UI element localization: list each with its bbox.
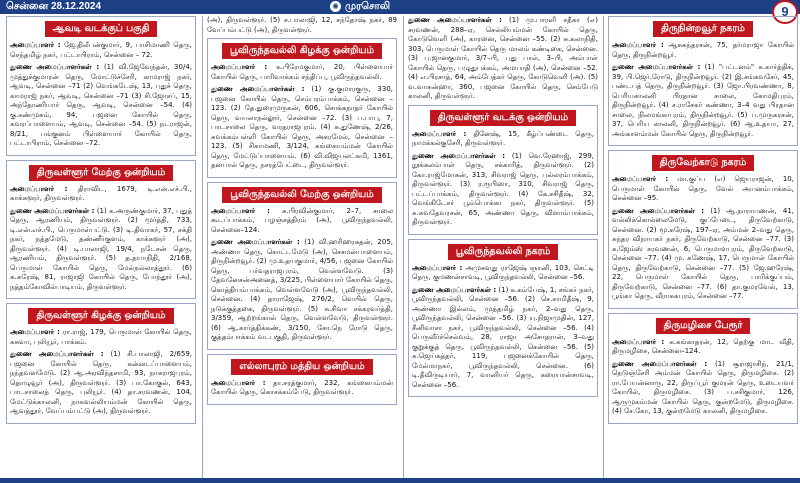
page-number: 9 bbox=[772, 0, 798, 24]
column-divider bbox=[603, 16, 604, 478]
section-poonamallee-east bbox=[207, 38, 397, 178]
organizer-label: அமைப்பாளர் : bbox=[412, 263, 463, 272]
section-tiruvallur-north bbox=[408, 105, 598, 235]
organizer-entry bbox=[211, 379, 393, 398]
section-title: திருநின்றவூர் நகரம் bbox=[653, 21, 753, 37]
organizer-text: திராவிட, 1679, டி.என்.எச்.பி., காக்களூர், திருவள்ளூர். bbox=[10, 184, 192, 202]
section-title: பூவிருந்தவல்லி கிழக்கு ஒன்றியம் bbox=[222, 43, 382, 59]
deputy-entry bbox=[10, 63, 192, 149]
organizer-text: ஆசுசுந்தரசன், 75, தர்மராஜா கோயில் தெரு, திருநின்றவூர். bbox=[612, 41, 794, 59]
organizer-entry bbox=[211, 63, 393, 82]
organizer-label: அமைப்பாளர் : bbox=[612, 41, 664, 49]
organizer-label: அமைப்பாளர் : bbox=[211, 378, 266, 387]
section-thirumazhisai bbox=[608, 313, 798, 424]
organizer-entry bbox=[412, 130, 594, 149]
organizer-label: அமைப்பாளர் : bbox=[612, 175, 669, 183]
column-divider bbox=[202, 16, 203, 478]
deputy-entry bbox=[412, 286, 594, 391]
organizer-entry bbox=[412, 264, 594, 283]
section-title: திருவள்ளூர் கிழக்கு ஒன்றியம் bbox=[28, 308, 173, 324]
masthead-logo-icon: ✺ bbox=[330, 1, 341, 12]
deputy-text: (1) "பட்டனம்" சு.கார்த்திக், 39, பி.ஜெர்.ரோடு, திருநின்றவூர். (2) இ.சங்கவசேர், 45, பண்டபத் தெரு, திருநின்றவூர். (3) ஜோ.பிரவண்ணா, 8, பெரியகாலனி பிரதான சாலை, கோமதிபுரம், திருநின்றவூர். (4) ச.ராசேகர் கண்ணா, 3–4 வது பிரதான சாலை, நிலமங்காபுரம், திருநின்றவூர். (5) ப.முருகரசன், 37, பெரிய காலனி, திருநின்றவூர். (6) ஆ.உதயா, 27, அங்காளம்மன் கோயில் தெரு, திருநின்றவூர். bbox=[612, 63, 795, 138]
continued-text: (அ), திருவள்ளூர். (5) ச.பாலாஜி, 12, சந்தோஷ் நகர், 89 வேப்பம்பட்டு (அ), திருவள்ளூர். bbox=[207, 16, 397, 34]
section-title: பூவிருந்தவல்லி மேற்கு ஒன்றியம் bbox=[222, 187, 382, 203]
organizer-text: ஜே.திலீபன்குமார், 9, பாசிமாணி தெரு, செந்தமிழ் நகர், பட்டாபிராம், சென்னை – 72. bbox=[10, 41, 193, 59]
organizer-label: அமைப்பாளர் : bbox=[612, 337, 665, 346]
organizer-label: அமைப்பாளர் : bbox=[211, 206, 270, 215]
deputy-text: (1) வி.ஜேவேந்தன், 30/4, முத்துக்குமாரன் தெரு, மோட்டுச்சேரி, காமராஜ் நகர், ஆவடி, சென்னை –71 (2) வெங்கடேஷ், 13, புதுச் தெரு, காமராஜ் நகர், ஆவடி, சென்னை –71 (3) சி.ஜோசப், 15, அந்தோணியார் தெரு, ஆவடி, சென்னை –54. (4) கு.சண்முகம், 94, பஜனை கோயில் தெரு, கவரப்பாளையம், ஆவடி, சென்னை –54. (5) நடராஜன், 8/21, பங்குனம் பிள்ளையார் கோயில் தெரு, பட்டாபிராம், சென்னை –72. bbox=[10, 63, 193, 147]
deputy-entry bbox=[211, 85, 393, 171]
deputy-text: (1) கு.குமாரகுரு, 330, பஜனை கோயில் தெரு, செம்பரம்பாக்கம், சென்னை –123. (2) தே.துரைமுருகன், 606, சொக்கநாதர் கோயில் தெரு, வயலாநல்லூர், சென்னை –72. (3) ப.பாபு, 7, பாடசாலை தெரு, வரதராஜபுரம். (4) சு.துணேஷ், 2/26, சுவக்கம்பள்ளி கோயில் தெரு, அகரமேல், சென்னை –123. (5) சிகாமணி, 3/124, கங்கையம்மன் கோயில் தெரு, மேட்டுப்பாளையம். (6) வி.விஜயலட்சுமி, 1361, தனபால் தெரு, நசரத்பேட்டை, திருவள்ளூர். bbox=[211, 85, 394, 169]
section-poonamallee-town bbox=[408, 239, 598, 398]
deputy-label: துணை அமைப்பாளர்கள் : bbox=[612, 206, 705, 215]
deputy-text: (1) சி.பாலாஜி, 2/659, பஜனை கோயில் தெரு, கன்னடப்பாளையம், நந்தவனமேடு. (2) ஆ.அரவிந்தசாமி, 93, நாகராஜபுரம், தொழுவூர் (அ), திருவள்ளூர். (3) பா.கோகுல், 643, பாடசாலைத் தெரு, புலியூர். (4) தா.சரவணன், 104, மேட்டுக்காலனி, நாகவல்லியம்மன் கோயில் தெரு, ஆவத்தூர், வேப்பம்பட்டு (அ), திருவள்ளூர். bbox=[10, 350, 192, 415]
organizer-text: மா.குப்ப (எ) ஜெயராஜன், 10, பெருமாள் கோயில் தெரு, வேல் அயனம்பாக்கம், சென்னை –95. bbox=[612, 175, 794, 202]
deputy-label: துணை அமைப்பாளர்கள் : bbox=[408, 16, 502, 24]
section-title: திருமழிசை பேரூர் bbox=[656, 318, 751, 334]
deputy-entry bbox=[408, 16, 598, 102]
deputy-entry bbox=[612, 360, 794, 417]
deputy-text: (1) வெ.ரேஹாஜ், 299, நூக்கலம்பாள் தெரு, சக்காரித், திருவள்ளூர். (2) கோ.ராஜ்மோகன், 313, சிவராஜ் தெரு, புல்லரம்பாக்கம், திருவள்ளூர். (3) ர.ரூபிஸா, 310, சிவராஜ் தெரு, பட்டப்பாக்கம், திருவள்ளூர். (4) கே.சசிதீஷ், 32, வெங்கிடேசர் பூம்பொக்கா நகர், திருவள்ளூர். (5) சு.சுவதேவரசன், 65, அண்ணா தெரு, விளாம்பாக்கம், திருவள்ளூர். bbox=[412, 151, 595, 226]
column-2 bbox=[207, 16, 397, 478]
deputy-text: (1) வி.ஹரிஹரசுதன், 205, அண்ணா தெரு, கொட்டமேடு (அ), செசமன்பாளையம், திருநின்றவூர். (2) மு.உதயகுமார், 4/56, பஜனை கோயில் தெரு, பர்வதராஜபுரம், வெள்ளவேடு. (3) தேவனேசன்அனைத், 3/225, பிள்ளையார் கோயில் தெரு, கொத்தியம்பாக்கம், வெள்ளவேடு (அ), பூவிருந்தவல்லி, சென்னை. (4) தாராஜேஷ், 276/2, வெயில் தெரு, நடுக்குத்தகை, திருவள்ளூர். (5) சு.சிவா சக்கரவர்த்தி, 3/359, ஆற்றங்கால் தெரு, வெள்ளவேடு, திருவள்ளூர். (6) ஆ.கார்த்திக்கண், 3/150, சோ.நெ ரோடு தெரு, குத்தம்பாக்கம் வடபகுதி, திருவள்ளூர். bbox=[211, 238, 393, 341]
organizer-entry bbox=[211, 207, 393, 236]
organizer-text: தினேஷ், 15, கீழ்ப்பண்டை தெரு, நாமக்கல்குசேரி, திருவள்ளூர். bbox=[412, 129, 594, 147]
organizer-entry bbox=[612, 175, 794, 204]
section-ellapuram-central bbox=[207, 354, 397, 405]
deputy-label: துணை அமைப்பாளர்கள் : bbox=[612, 359, 708, 368]
deputy-text: (1) க.கம்பேஷ், 1, சங்கர் நகர், பூவிருந்தவல்லி, சென்னை –56. (2) செ.சாமிதீஷ், 9, அண்ணா இல்லம், முத்தமிழ் நகர், 2–வது தெரு, பூவிருந்தவல்லி, சென்னை –56. (3) யு.நிஜாமுதின், 127, சீனிவாசா நகர், பூவிருந்தவல்லி, சென்னை –56. (4) பெருவீர்ச்செல்வம், 28, ராஜா அசோதரான், 3–வது குறுக்குத் தெரு, பூவிருந்தவல்லி, சென்னை –56. (5) சு.ஜெய்கத்தர், 119, பஜனைக்கோயில் தெரு, மேல்மாநகர், பூவிருந்தவல்லி, சென்னை. (6) டி.தீவிருடியார், 7, வானியர் தெரு, கரையான்சாவடி, சென்னை –56. bbox=[412, 285, 594, 389]
organizer-label: அமைப்பாளர் : bbox=[412, 129, 467, 138]
organizer-entry bbox=[612, 41, 794, 60]
bottom-bar bbox=[0, 478, 800, 483]
organizer-label: அமைப்பாளர் : bbox=[10, 41, 61, 49]
deputy-entry bbox=[211, 238, 393, 343]
section-tiruvallur-west bbox=[6, 160, 196, 300]
deputy-label: துணை அமைப்பாளர்கள் : bbox=[412, 285, 497, 294]
deputy-entry bbox=[10, 207, 192, 293]
deputy-text: (1) க.அருண்குமார், 37, புதுத் தெரு, ஆரணியம், திருவள்ளூர். (2) மூர்த்தி, 733, டி.என்.எச்.பி., பெருமாள்பட்டு. (3) டி.திவாகர், 57, சக்தி நகர், நத்தமேடு, தண்ணீர்குளம், காக்களூர் (அ), திருவள்ளூர். (4) டி.பாலாஜி, 19/4, நடேசன் தெரு, ஆரணியம், திருவள்ளூர். (5) த.தயாநிதி, 2/168, பெருமாள் கோயில் தெரு, மேல்நல்லாத்தூர். (6) சு.சுரேஷ், 81, ராஜாஜி கோயில் தெரு, போந்தூர் (அ), நத்தம்கோவில்பாடியம், திருவள்ளூர். bbox=[10, 206, 193, 291]
deputy-entry bbox=[10, 350, 192, 417]
deputy-entry bbox=[612, 63, 794, 139]
section-title: பூவிருந்தவல்லி நகரம் bbox=[448, 244, 559, 260]
deputy-label: துணை அமைப்பாளர்கள் : bbox=[10, 206, 95, 215]
section-title: ஆவடி வடக்குப் பகுதி bbox=[45, 21, 158, 37]
deputy-entry bbox=[412, 152, 594, 228]
column-3 bbox=[408, 16, 598, 478]
organizer-text: தா.சரத்குமார், 232, கங்கையம்மன் கோயில் தெரு, கொசக்கம்பேடு, திருவள்ளூர். bbox=[211, 378, 393, 396]
issue-date: சென்னை 28.12.2024 bbox=[6, 1, 102, 12]
organizer-text: க.கங்காதரன், 12, தெற்கு மாட வீதி, திருமழிசை, சென்னை–124. bbox=[612, 337, 794, 355]
deputy-label: துணை அமைப்பாளர்கள் : bbox=[10, 350, 104, 358]
section-avadi-north bbox=[6, 16, 196, 156]
organizer-text: ரா.ராஜ், 179, பெருமாள் கோயில் தெரு, கசுவா, புலியூர், பாக்கம். bbox=[10, 328, 192, 346]
section-title: திருவேற்காடு நகரம் bbox=[652, 155, 754, 171]
deputy-entry bbox=[612, 207, 794, 302]
organizer-text: க.பிரேமகுமார், 20, பிள்ளையார் கோயில் தெரு, பாரிவாக்கம் சந்திப்பு, பூவிருந்தவல்லி. bbox=[211, 63, 394, 81]
deputy-label: துணை அமைப்பாளர்கள் : bbox=[211, 85, 305, 93]
section-title: எல்லாபுரம் மத்திய ஒன்றியம் bbox=[231, 359, 372, 375]
column-1 bbox=[6, 16, 196, 478]
section-title: திருவள்ளூர் மேற்கு ஒன்றியம் bbox=[29, 165, 173, 181]
organizer-entry bbox=[612, 338, 794, 357]
deputy-label: துணை அமைப்பாளர்கள் : bbox=[10, 63, 100, 71]
section-tiruvallur-east bbox=[6, 303, 196, 424]
section-poonamallee-west bbox=[207, 182, 397, 350]
organizer-label: அமைப்பாளர் : bbox=[10, 184, 68, 193]
deputy-text: (1) ஆ.நாராயணன், 41, வல்லிக்கொல்லைமேடு, குப்பேடை, திருவேற்காடு, சென்னை. (2) மூ.சுரேஷ், 197–ஏ, அம்மன் 2–வது தெரு, சுந்தர விநாயகர் நகர், திருவேற்காடு, சென்னை –77. (3) க.ஜேம்ஸ் சரவணன், 6, பெருமாளபுரம், திருவேற்காடு, சென்னை –77. (4) மு. சுணேஷ், 17, பெருமாள் கோயில் தெரு, திருவேற்காடு, சென்னை –77. (5) ஜே.ஹரேஷ், 22, பெருமாள் கோயில் தெரு, பாரிக்குப்பம், திருவேற்காடு, சென்னை –77. (6) தா.குமரவேல், 13, பூங்கா தெரு, வீராசுகபுரம், சென்னை –77. bbox=[612, 206, 794, 300]
column-divider bbox=[403, 16, 404, 478]
top-bar bbox=[0, 0, 800, 14]
organizer-text: அமுசவது ராஜேஷ் ஞானி, 103, செட்டி தெரு, குமணன்சாவடி, பூவிருந்தவல்லி, சென்னை –56. bbox=[412, 263, 595, 281]
organizer-label: அமைப்பாளர் : bbox=[211, 63, 268, 71]
section-thiruninravur-town bbox=[608, 16, 798, 146]
organizer-text: சு.பிரவின்குமார், 2–7, சாலை கூடப்பாக்கம், பழஞ்சத்திரம் (அ), பூவிருந்தவல்லி, சென்னை–124. bbox=[211, 206, 394, 234]
section-title: திருவள்ளூர் வடக்கு ஒன்றியம் bbox=[430, 110, 576, 126]
deputy-text: (1) மு.பாரளி சதீகா (எ) சரவணன், 288–ஏ, செல்லியம்மன் கோயில் தெரு, கோடுவெளி (அ), காரனை, சென்னை –55. (2) சு.கலாநிதி, 303, பெருமாள் கோயில் தெரு மாலம் கண்டிகை, சென்னை. (3) பு.ஜானகுமார், 3/7–பி, புது பால், 3–பி, அம்பாள் கோயில் தெரு, பழுதுபக்கம், அமயாதி (அ), சென்னை –52. (4) எ.பிரசாத், 64, அம்பேத்கர் தெரு, கோடுவெளி (அ). (5) வ.வாசுன்ஹா, 360, பஜனை கோயில் தெரு, செம்பேடு காலனி, திருவள்ளூர். bbox=[408, 16, 598, 100]
deputy-label: துணை அமைப்பாளர்கள் : bbox=[612, 63, 701, 71]
deputy-text: (1) சூராஜாசிந், 21/1, நெடுஞ்சேரி அம்மன் கோயில் தெரு, திருமழிசை. (2) ரா.பேயன்னாரு, 22, திருப்பூர் குமரன் தெரு, உடையவர் கோயில், திருமழிசை. (3) ப.சசிகுமார், 126, ஆருமுகம்மன் கோயில் தெரு, குன்றமேடு, திருமழிசை. (4) சே.கோ, 13, குன்றமேடு காலனி, திருமழிசை. bbox=[612, 359, 795, 415]
organizer-entry bbox=[10, 328, 192, 347]
organizer-entry bbox=[10, 41, 192, 60]
section-thiruverkadu-town bbox=[608, 150, 798, 309]
deputy-label: துணை அமைப்பாளர்கள் : bbox=[412, 151, 506, 160]
organizer-label: அமைப்பாளர் : bbox=[10, 328, 60, 336]
masthead-title: முரசொலி bbox=[345, 1, 390, 12]
column-4 bbox=[608, 16, 798, 478]
organizer-entry bbox=[10, 185, 192, 204]
deputy-label: துணை அமைப்பாளர்கள் : bbox=[211, 238, 300, 246]
